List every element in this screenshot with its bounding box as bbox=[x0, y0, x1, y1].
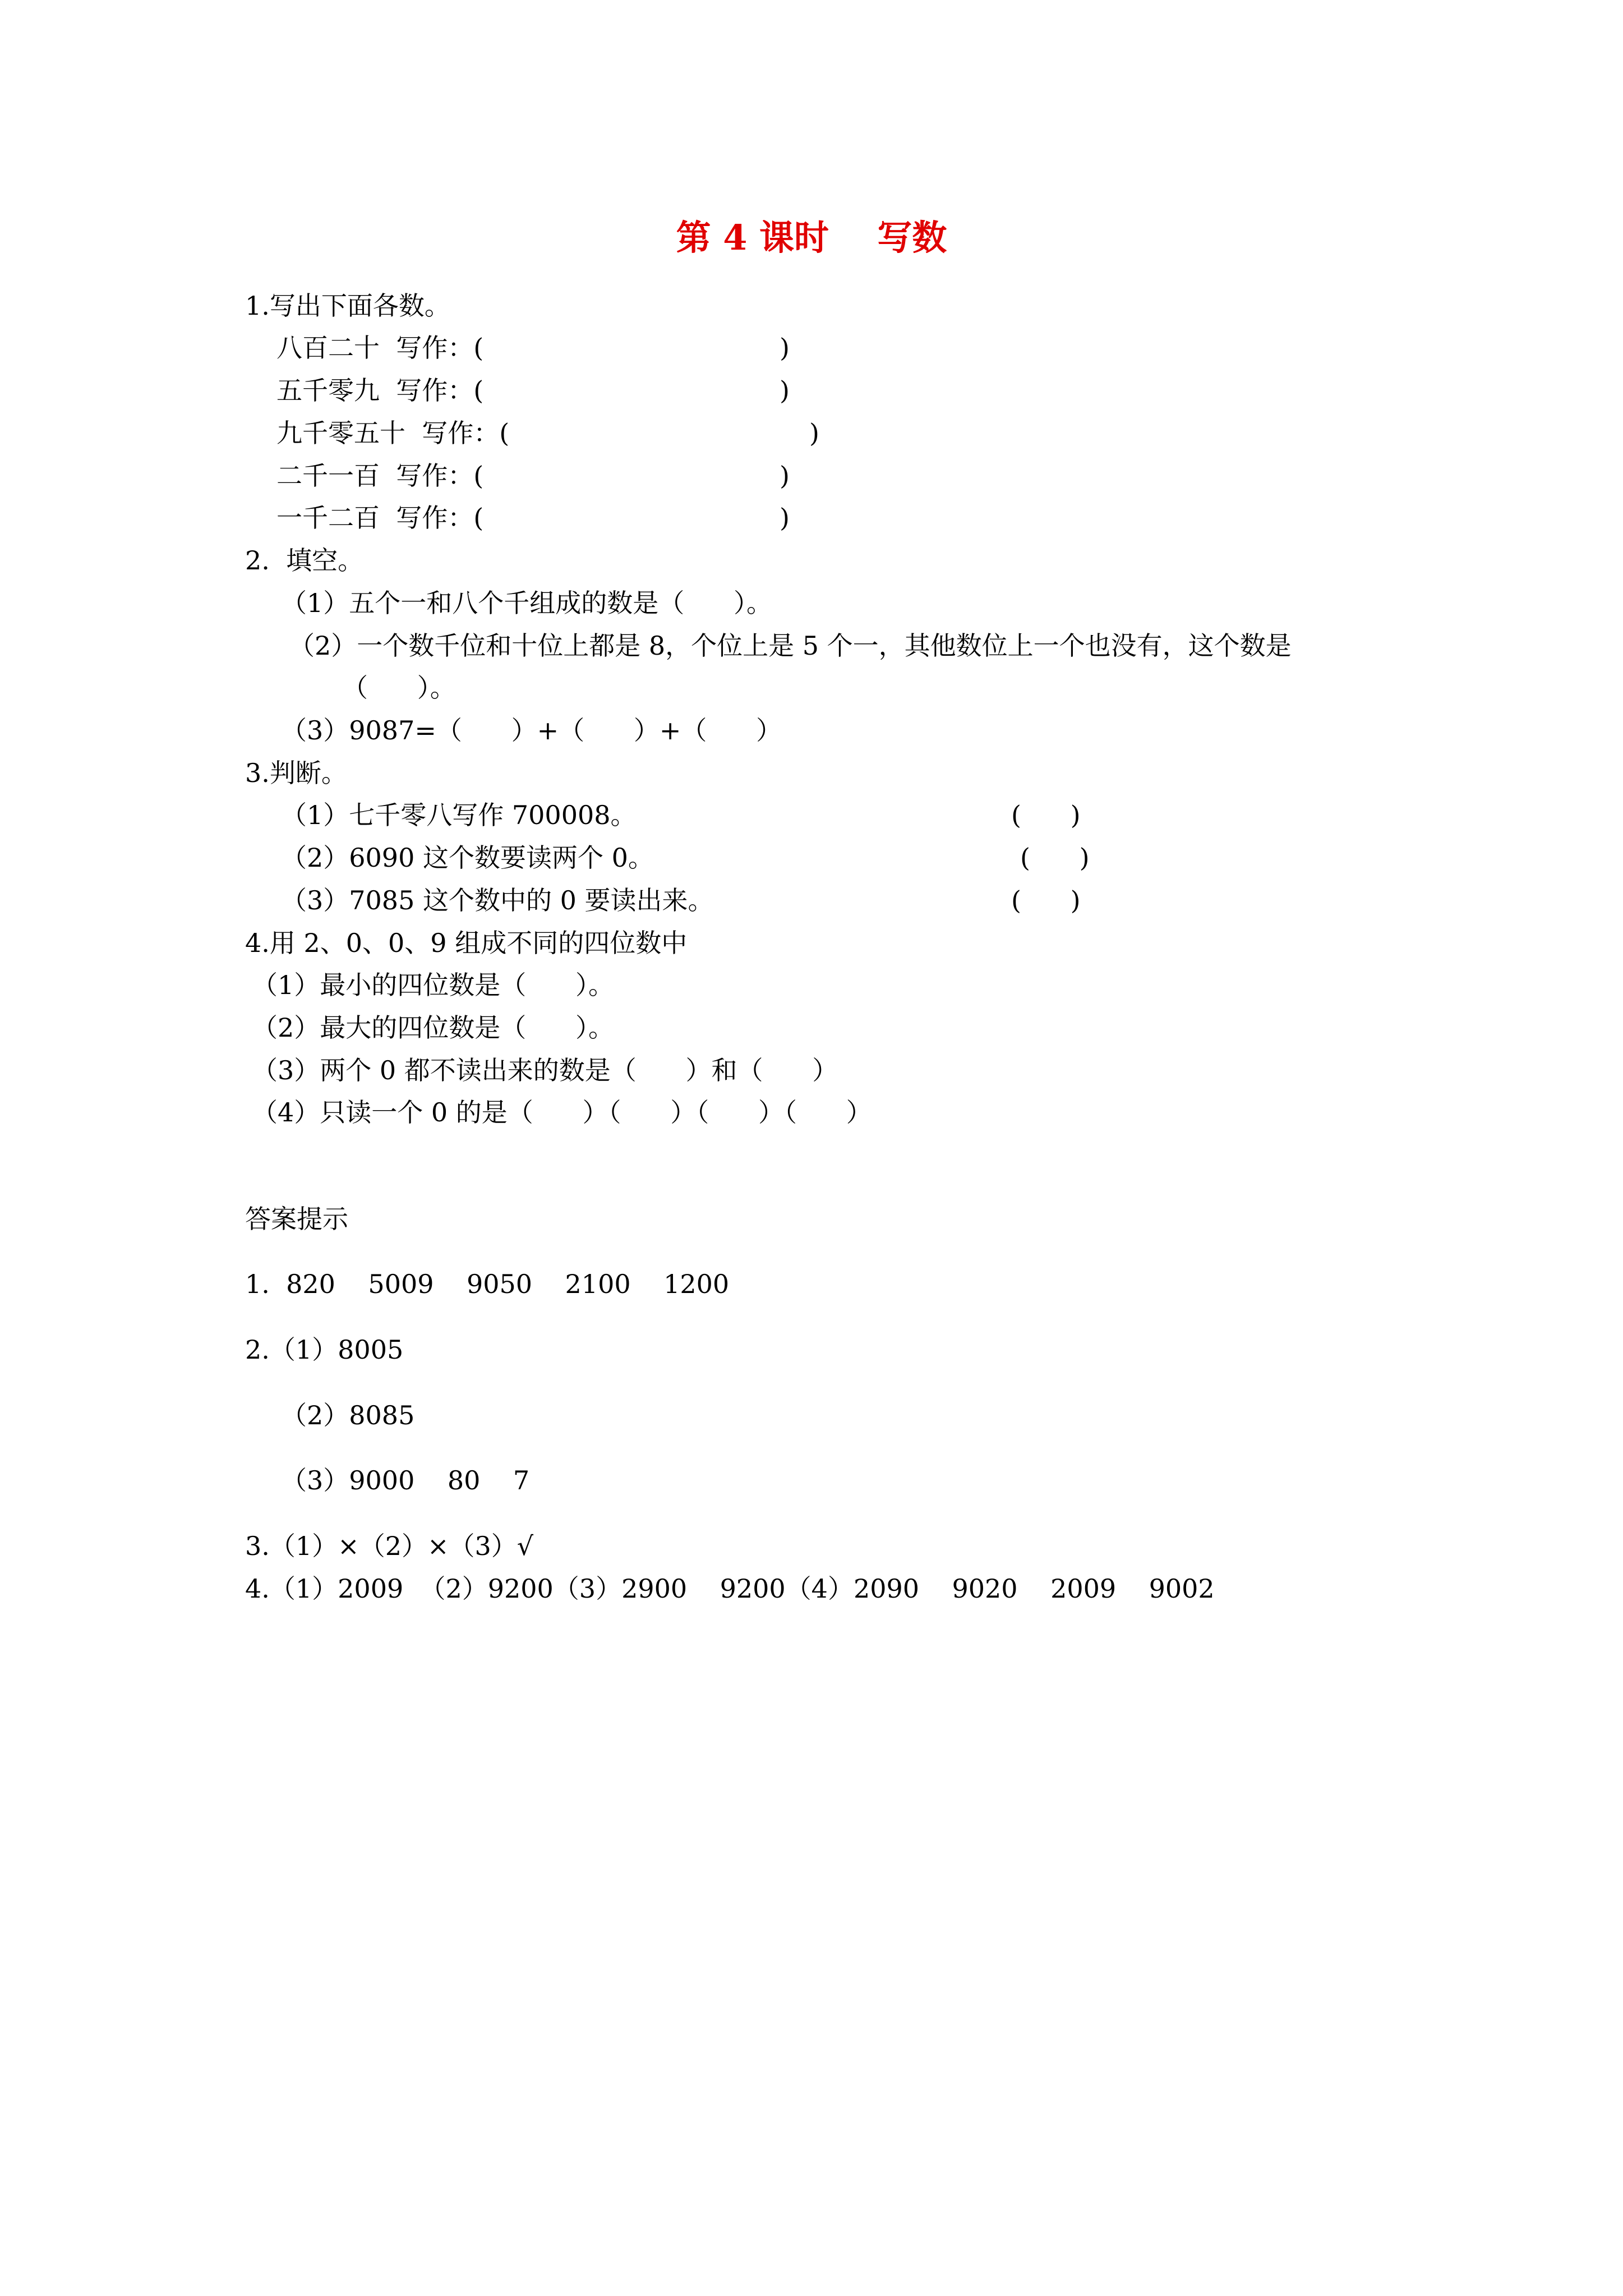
answers-heading: 答案提示 bbox=[245, 1204, 348, 1234]
section4-item: （1）最小的四位数是（ ）。 bbox=[252, 970, 614, 1000]
section1-row-close: ) bbox=[780, 375, 790, 406]
section3-answer-blank: ( ) bbox=[1011, 885, 1081, 915]
section1-row-word: 九千零五十 写作：( bbox=[276, 418, 510, 448]
section1-row-word: 一千二百 写作：( bbox=[276, 503, 484, 533]
section3-answer-blank: ( ) bbox=[1020, 843, 1090, 873]
section3-item: （3）7085 这个数中的 0 要读出来。 bbox=[281, 885, 714, 915]
section2-q1: （1）五个一和八个千组成的数是（ ）。 bbox=[281, 588, 772, 618]
section2-heading: 2. 填空。 bbox=[245, 545, 364, 576]
section4-item: （3）两个 0 都不读出来的数是（ ）和（ ） bbox=[252, 1055, 838, 1085]
section2-q2-line1: （2）一个数千位和十位上都是 8，个位上是 5 个一，其他数位上一个也没有，这个数是 bbox=[289, 631, 1292, 661]
section2-q3: （3）9087=（ ）+（ ）+（ ） bbox=[281, 715, 782, 746]
section4-item: （2）最大的四位数是（ ）。 bbox=[252, 1013, 614, 1043]
section1-row-close: ) bbox=[780, 333, 790, 363]
section1-row-close: ) bbox=[780, 503, 790, 533]
answer-2-3: （3）9000 80 7 bbox=[281, 1465, 530, 1496]
page-title: 第 4 课时 写数 bbox=[676, 217, 947, 258]
section4-heading: 4.用 2、0、0、9 组成不同的四位数中 bbox=[245, 928, 688, 958]
section1-row-word: 八百二十 写作：( bbox=[276, 333, 484, 363]
answer-2-1: 2.（1）8005 bbox=[245, 1335, 404, 1365]
section1-heading: 1.写出下面各数。 bbox=[245, 291, 450, 321]
answer-3: 3.（1）×（2）×（3）√ bbox=[245, 1531, 534, 1561]
section3-item: （2）6090 这个数要读两个 0。 bbox=[281, 843, 654, 873]
section1-row-close: ) bbox=[809, 418, 819, 448]
section3-heading: 3.判断。 bbox=[245, 758, 347, 788]
section2-q2-line2: （ ）。 bbox=[342, 673, 456, 703]
answer-2-2: （2）8085 bbox=[281, 1400, 415, 1430]
section3-answer-blank: ( ) bbox=[1011, 800, 1081, 830]
section1-row-close: ) bbox=[780, 461, 790, 491]
answer-4: 4.（1）2009 （2）9200（3）2900 9200（4）2090 9020 2009 9002 bbox=[245, 1573, 1215, 1604]
section3-item: （1）七千零八写作 700008。 bbox=[281, 800, 637, 830]
section4-item: （4）只读一个 0 的是（ ）（ ）（ ）（ ） bbox=[252, 1097, 872, 1128]
answer-1: 1. 820 5009 9050 2100 1200 bbox=[245, 1269, 730, 1299]
section1-row-word: 二千一百 写作：( bbox=[276, 461, 484, 491]
section1-row-word: 五千零九 写作：( bbox=[276, 375, 484, 406]
